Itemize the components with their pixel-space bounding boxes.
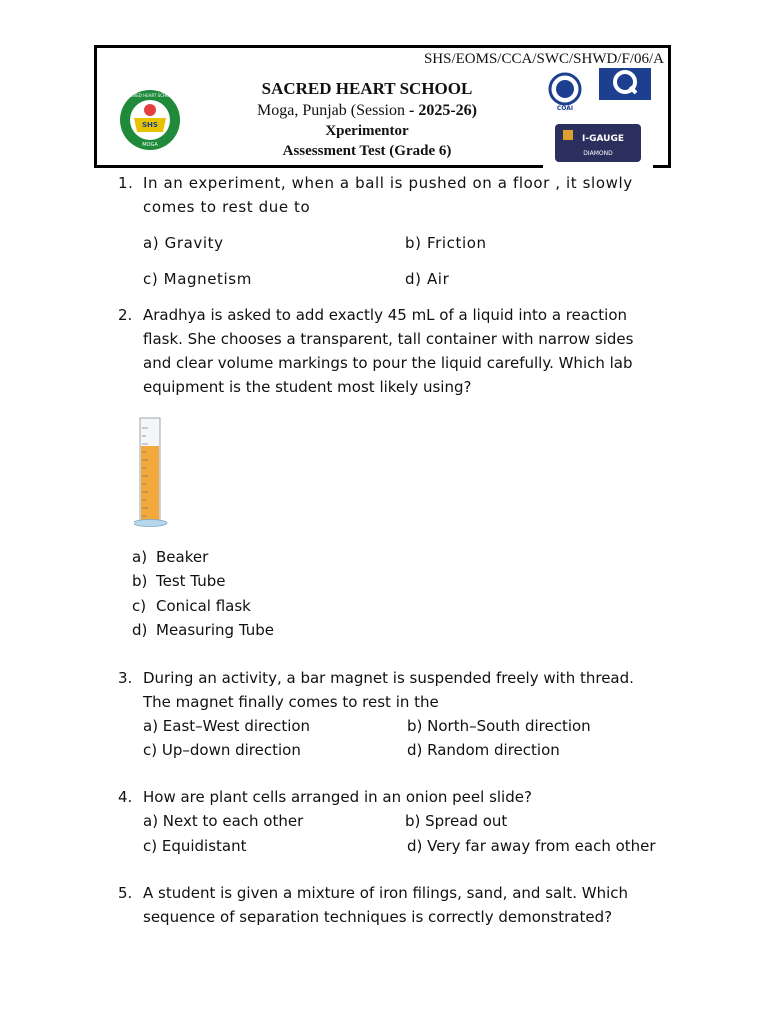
svg-text:I-GAUGE: I-GAUGE (581, 134, 625, 144)
question-text: How are plant cells arranged in an onion peel slide? (143, 788, 532, 806)
question-number: 2. (118, 306, 133, 324)
header-center (237, 78, 497, 161)
option-letter: a) (132, 548, 148, 566)
q4-option-d[interactable]: d) Very far away from each other (407, 837, 656, 855)
q3-option-c[interactable]: c) Up–down direction (143, 741, 301, 759)
q1-option-c[interactable]: c) Magnetism (143, 270, 252, 288)
question-number: 4. (118, 788, 133, 806)
svg-text:MOGA: MOGA (142, 142, 158, 148)
question-3 (118, 666, 663, 714)
school-location (237, 100, 497, 121)
question-number: 1. (118, 174, 134, 192)
question-text: During an activity, a bar magnet is suspended freely with thread. The magnet finally comes to rest in the (143, 669, 634, 711)
coai-logo (537, 72, 593, 112)
session-year: - 2025-26) (409, 102, 477, 119)
nabcb-logo (595, 68, 655, 112)
option-letter: c) (132, 596, 147, 615)
event-name: Xperimentor (325, 123, 409, 139)
school-logo (111, 88, 189, 152)
q2-options-list (132, 545, 274, 642)
question-number: 5. (118, 884, 133, 902)
measuring-cylinder-image (134, 416, 174, 528)
location-prefix: Moga, Punjab (Session (257, 102, 409, 119)
document-code: SHS/EOMS/CCA/SWC/SHWD/F/06/A (423, 51, 664, 67)
q4-option-c[interactable]: c) Equidistant (143, 837, 247, 855)
q3-option-d[interactable]: d) Random direction (407, 741, 560, 759)
header-box (94, 45, 671, 168)
svg-text:NABCB: NABCB (611, 102, 639, 110)
question-number: 3. (118, 669, 133, 687)
test-title: Assessment Test (Grade 6) (282, 143, 452, 159)
q2-option-b[interactable] (132, 569, 274, 593)
option-label: Conical flask (156, 596, 251, 615)
q2-option-c[interactable] (132, 594, 274, 618)
question-2 (118, 303, 663, 399)
q4-option-b[interactable]: b) Spread out (405, 812, 508, 830)
q2-option-a[interactable] (132, 545, 274, 569)
question-1 (118, 171, 678, 219)
option-label: Beaker (156, 548, 209, 566)
question-text: Aradhya is asked to add exactly 45 mL of a liquid into a reaction flask. She chooses a transparent, tall container with narrow sides and clear volume markings to pour the liquid carefully. Which lab equipment is the student most likely using? (143, 306, 634, 396)
svg-text:DIAMOND: DIAMOND (583, 150, 613, 157)
question-text: In an experiment, when a ball is pushed on a floor , it slowly comes to rest due to (143, 174, 633, 216)
igauge-diamond-logo (543, 118, 653, 168)
q1-option-d[interactable]: d) Air (405, 270, 450, 288)
option-letter: d) (132, 620, 148, 639)
question-4 (118, 785, 678, 809)
q1-option-a[interactable]: a) Gravity (143, 234, 224, 252)
question-text: A student is given a mixture of iron filings, sand, and salt. Which sequence of separation techniques is correctly demonstrated? (143, 884, 629, 926)
svg-text:COAI: COAI (556, 105, 574, 112)
svg-text:SACRED HEART SCHOOL: SACRED HEART SCHOOL (125, 93, 175, 98)
q2-option-d[interactable] (132, 618, 274, 642)
q4-option-a[interactable]: a) Next to each other (143, 812, 304, 830)
school-name: SACRED HEART SCHOOL (261, 79, 473, 98)
q1-option-b[interactable]: b) Friction (405, 234, 487, 252)
q3-option-a[interactable]: a) East–West direction (143, 717, 311, 735)
option-letter: b) (132, 572, 148, 591)
svg-text:SHS: SHS (142, 121, 158, 129)
option-label: Test Tube (156, 572, 226, 591)
q3-option-b[interactable]: b) North–South direction (407, 717, 591, 735)
option-label: Measuring Tube (156, 620, 274, 639)
question-5 (118, 881, 663, 929)
